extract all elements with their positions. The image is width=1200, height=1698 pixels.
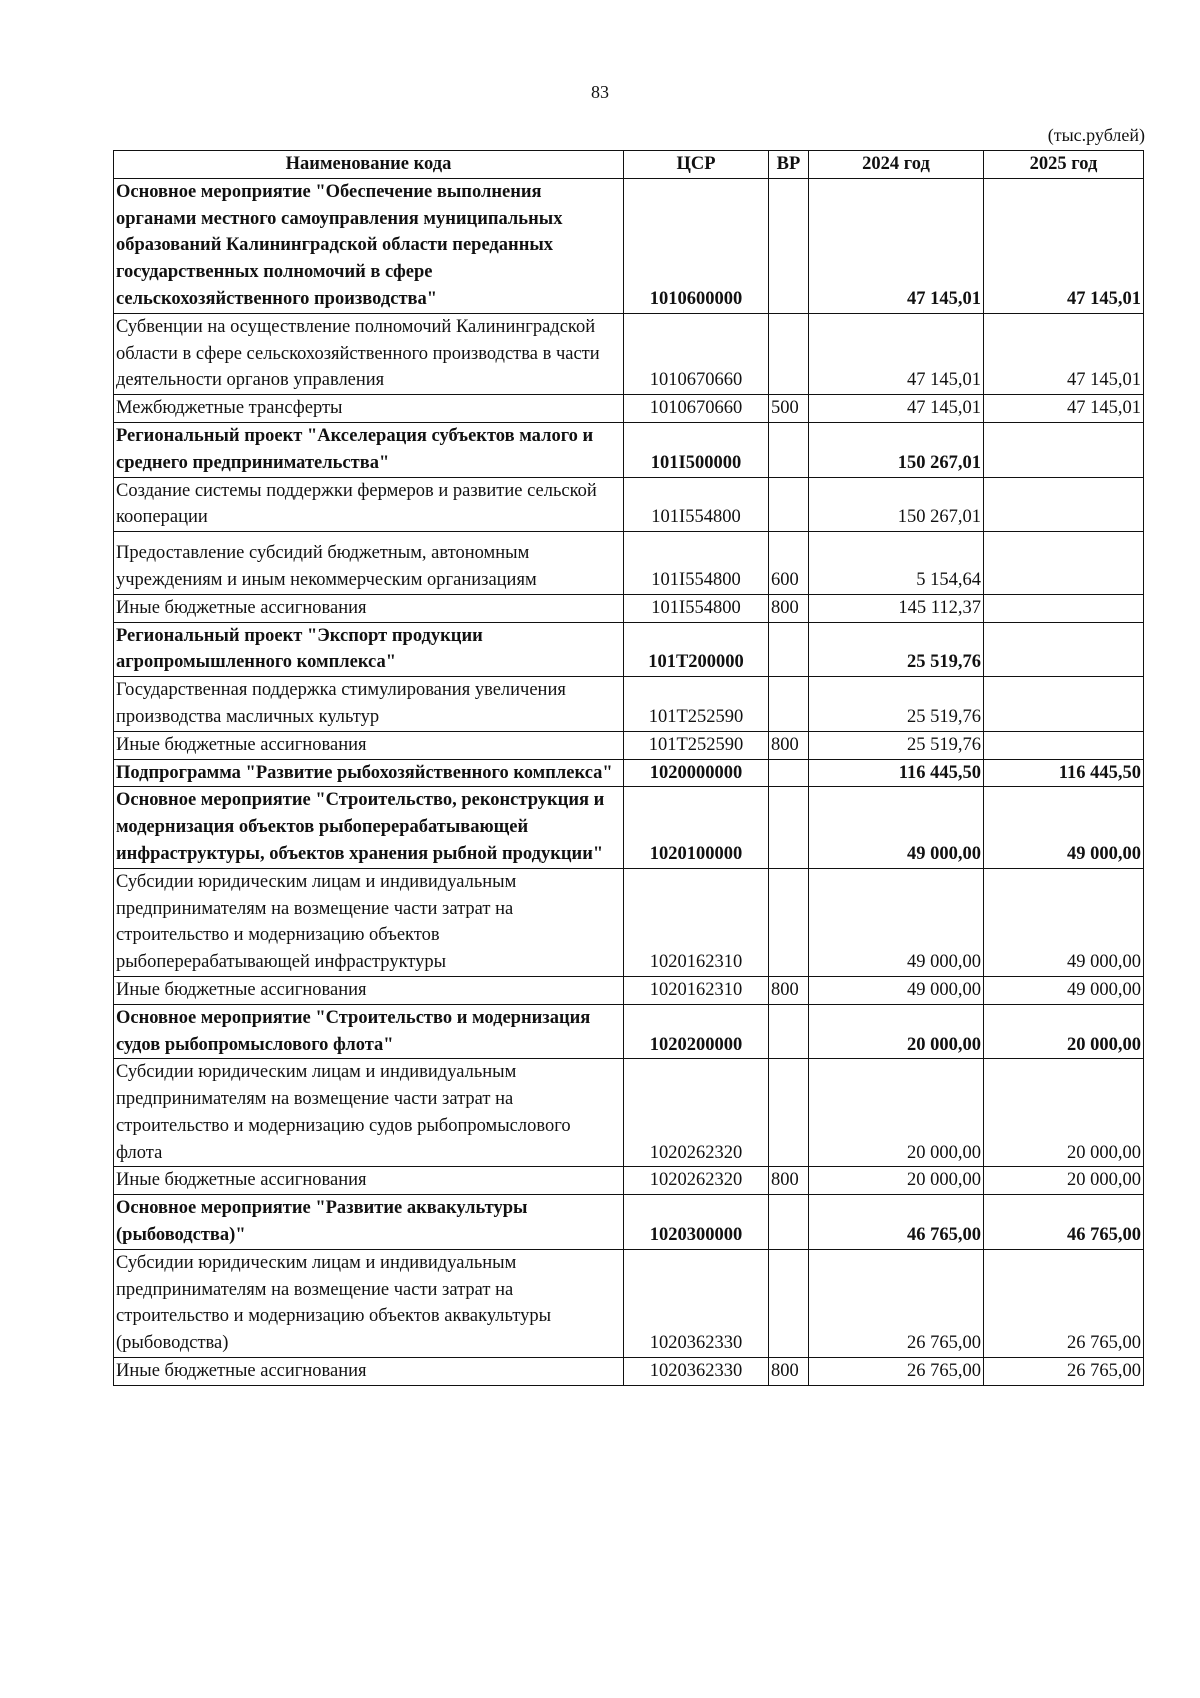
cell-2024: 46 765,00: [809, 1195, 984, 1250]
cell-name: Региональный проект "Экспорт продукции агропромышленного комплекса": [114, 622, 624, 677]
cell-2025: [984, 477, 1144, 532]
cell-vr: 800: [769, 1358, 809, 1386]
cell-csr: 1020262320: [624, 1167, 769, 1195]
cell-name: Основное мероприятие "Развитие аквакультуры (рыбоводства)": [114, 1195, 624, 1250]
header-2024: 2024 год: [809, 151, 984, 179]
cell-2025: [984, 532, 1144, 595]
cell-vr: 800: [769, 1167, 809, 1195]
table-body: [114, 178, 1144, 1385]
cell-2024: 26 765,00: [809, 1358, 984, 1386]
cell-2024: 150 267,01: [809, 422, 984, 477]
cell-vr: [769, 677, 809, 732]
cell-2024: 20 000,00: [809, 1167, 984, 1195]
cell-2024: 116 445,50: [809, 759, 984, 787]
cell-2024: 5 154,64: [809, 532, 984, 595]
cell-2024: 47 145,01: [809, 313, 984, 394]
table-row: [114, 532, 1144, 595]
table-row: [114, 1167, 1144, 1195]
cell-vr: [769, 868, 809, 976]
cell-vr: [769, 1195, 809, 1250]
cell-csr: 101I500000: [624, 422, 769, 477]
header-csr: ЦСР: [624, 151, 769, 179]
cell-csr: 1020162310: [624, 976, 769, 1004]
cell-2025: 20 000,00: [984, 1004, 1144, 1059]
cell-vr: 800: [769, 976, 809, 1004]
table-row: [114, 1004, 1144, 1059]
table-row: [114, 594, 1144, 622]
cell-vr: [769, 787, 809, 868]
table-row: [114, 731, 1144, 759]
cell-2025: 47 145,01: [984, 178, 1144, 313]
cell-vr: [769, 1249, 809, 1357]
cell-vr: 800: [769, 731, 809, 759]
header-name: Наименование кода: [114, 151, 624, 179]
cell-2025: [984, 422, 1144, 477]
table-row: [114, 1059, 1144, 1167]
cell-2024: 20 000,00: [809, 1059, 984, 1167]
table-row: [114, 178, 1144, 313]
units-label: (тыс.рублей): [1047, 125, 1145, 145]
cell-csr: 1010670660: [624, 395, 769, 423]
cell-csr: 1020300000: [624, 1195, 769, 1250]
cell-csr: 101T200000: [624, 622, 769, 677]
cell-2024: 25 519,76: [809, 731, 984, 759]
cell-2025: [984, 731, 1144, 759]
cell-2024: 150 267,01: [809, 477, 984, 532]
header-vr: ВР: [769, 151, 809, 179]
cell-csr: 101T252590: [624, 731, 769, 759]
cell-name: Создание системы поддержки фермеров и развитие сельской кооперации: [114, 477, 624, 532]
cell-name: Межбюджетные трансферты: [114, 395, 624, 423]
cell-2025: [984, 594, 1144, 622]
table-row: [114, 395, 1144, 423]
cell-csr: 1020000000: [624, 759, 769, 787]
budget-table: [113, 150, 1144, 1386]
cell-csr: 101T252590: [624, 677, 769, 732]
cell-vr: [769, 313, 809, 394]
cell-2025: 116 445,50: [984, 759, 1144, 787]
cell-vr: [769, 1059, 809, 1167]
table-row: [114, 1195, 1144, 1250]
table-row: [114, 477, 1144, 532]
cell-csr: 1020162310: [624, 868, 769, 976]
cell-vr: 600: [769, 532, 809, 595]
table-row: [114, 759, 1144, 787]
cell-2025: 46 765,00: [984, 1195, 1144, 1250]
cell-2025: [984, 622, 1144, 677]
cell-vr: [769, 422, 809, 477]
cell-name: Субсидии юридическим лицам и индивидуальным предпринимателям на возмещение части затрат на строительство и модернизацию объектов рыбоперерабатывающей инфраструктуры: [114, 868, 624, 976]
cell-2025: 47 145,01: [984, 313, 1144, 394]
cell-name: Иные бюджетные ассигнования: [114, 731, 624, 759]
cell-csr: 101I554800: [624, 532, 769, 595]
table-row: [114, 622, 1144, 677]
cell-2024: 25 519,76: [809, 677, 984, 732]
table-row: [114, 1358, 1144, 1386]
cell-name: Иные бюджетные ассигнования: [114, 1358, 624, 1386]
table-row: [114, 677, 1144, 732]
cell-csr: 1020362330: [624, 1249, 769, 1357]
cell-2025: 49 000,00: [984, 868, 1144, 976]
cell-2024: 25 519,76: [809, 622, 984, 677]
cell-2025: 20 000,00: [984, 1167, 1144, 1195]
cell-2025: 26 765,00: [984, 1358, 1144, 1386]
cell-vr: [769, 178, 809, 313]
cell-name: Основное мероприятие "Строительство, реконструкция и модернизация объектов рыбоперерабатывающей инфраструктуры, объектов хранения рыбной продукции": [114, 787, 624, 868]
table-row: [114, 313, 1144, 394]
cell-name: Региональный проект "Акселерация субъектов малого и среднего предпринимательства": [114, 422, 624, 477]
cell-csr: 1020362330: [624, 1358, 769, 1386]
cell-2024: 26 765,00: [809, 1249, 984, 1357]
page-number: 83: [591, 82, 609, 102]
cell-name: Подпрограмма "Развитие рыбохозяйственного комплекса": [114, 759, 624, 787]
cell-vr: 500: [769, 395, 809, 423]
cell-name: Предоставление субсидий бюджетным, автономным учреждениям и иным некоммерческим организациям: [114, 532, 624, 595]
cell-name: Основное мероприятие "Обеспечение выполнения органами местного самоуправления муниципальных образований Калининградской области переданных государственных полномочий в сфере сельскохозяйственного производства": [114, 178, 624, 313]
table-row: [114, 868, 1144, 976]
cell-vr: 800: [769, 594, 809, 622]
cell-name: Основное мероприятие "Строительство и модернизация судов рыбопромыслового флота": [114, 1004, 624, 1059]
cell-name: Субсидии юридическим лицам и индивидуальным предпринимателям на возмещение части затрат на строительство и модернизацию судов рыбопромыслового флота: [114, 1059, 624, 1167]
cell-2025: [984, 677, 1144, 732]
cell-2025: 47 145,01: [984, 395, 1144, 423]
table-row: [114, 976, 1144, 1004]
cell-csr: 1010600000: [624, 178, 769, 313]
cell-csr: 1020262320: [624, 1059, 769, 1167]
cell-name: Субвенции на осуществление полномочий Калининградской области в сфере сельскохозяйственного производства в части деятельности органов управления: [114, 313, 624, 394]
cell-2025: 20 000,00: [984, 1059, 1144, 1167]
table-row: [114, 422, 1144, 477]
cell-2025: 26 765,00: [984, 1249, 1144, 1357]
cell-vr: [769, 1004, 809, 1059]
cell-2024: 49 000,00: [809, 868, 984, 976]
header-2025: 2025 год: [984, 151, 1144, 179]
cell-2024: 49 000,00: [809, 787, 984, 868]
cell-2024: 47 145,01: [809, 395, 984, 423]
cell-2025: 49 000,00: [984, 787, 1144, 868]
cell-name: Иные бюджетные ассигнования: [114, 594, 624, 622]
table-header-row: [114, 151, 1144, 179]
table-row: [114, 787, 1144, 868]
cell-2024: 47 145,01: [809, 178, 984, 313]
cell-2025: 49 000,00: [984, 976, 1144, 1004]
cell-name: Государственная поддержка стимулирования увеличения производства масличных культур: [114, 677, 624, 732]
cell-2024: 49 000,00: [809, 976, 984, 1004]
cell-vr: [769, 622, 809, 677]
cell-csr: 1020200000: [624, 1004, 769, 1059]
cell-csr: 1010670660: [624, 313, 769, 394]
cell-2024: 20 000,00: [809, 1004, 984, 1059]
cell-csr: 1020100000: [624, 787, 769, 868]
cell-2024: 145 112,37: [809, 594, 984, 622]
cell-csr: 101I554800: [624, 594, 769, 622]
cell-name: Субсидии юридическим лицам и индивидуальным предпринимателям на возмещение части затрат на строительство и модернизацию объектов аквакультуры (рыбоводства): [114, 1249, 624, 1357]
cell-name: Иные бюджетные ассигнования: [114, 1167, 624, 1195]
table-row: [114, 1249, 1144, 1357]
cell-name: Иные бюджетные ассигнования: [114, 976, 624, 1004]
cell-vr: [769, 759, 809, 787]
cell-csr: 101I554800: [624, 477, 769, 532]
cell-vr: [769, 477, 809, 532]
